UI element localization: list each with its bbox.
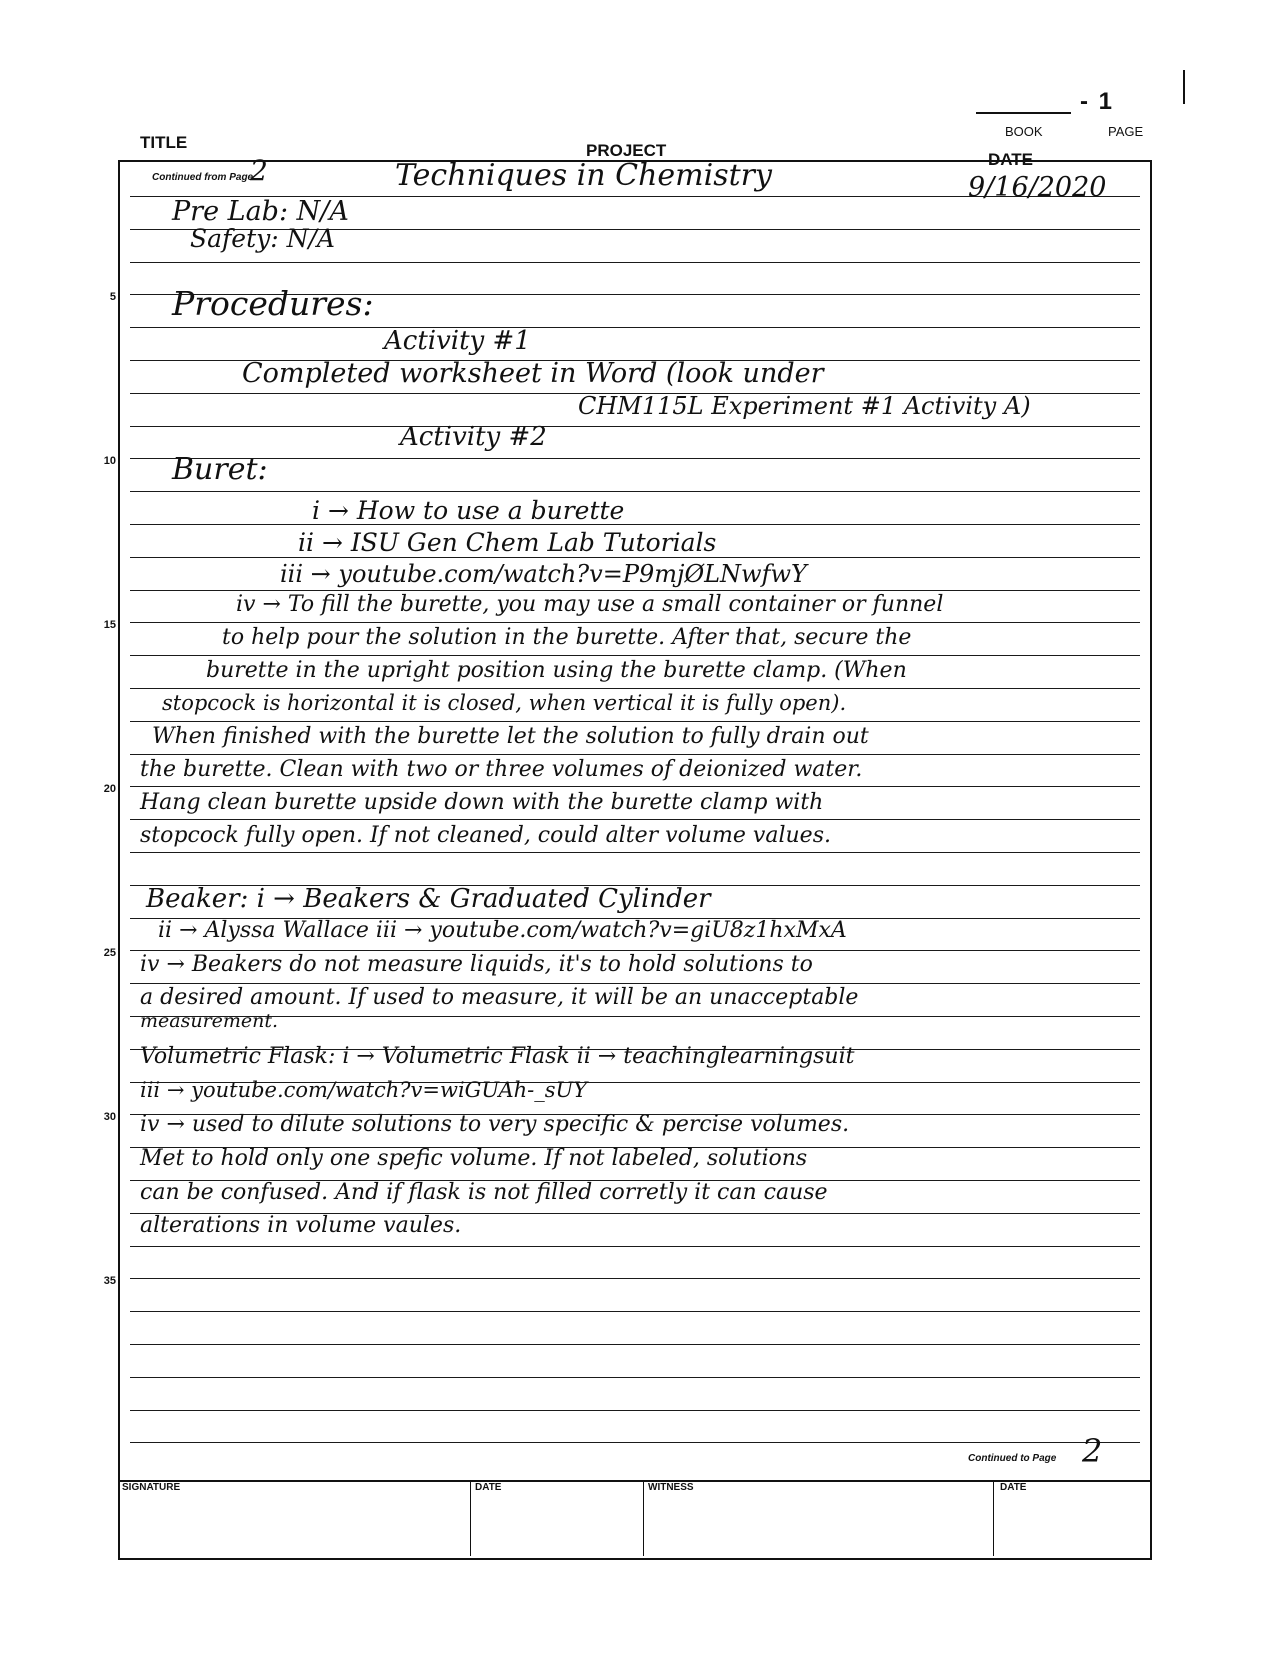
note-line: Buret:: [172, 452, 268, 487]
note-line: Met to hold only one spefic volume. If not labeled, solutions: [140, 1146, 808, 1171]
witness-date-label: DATE: [1000, 1482, 1027, 1493]
date-sign-label: DATE: [475, 1482, 502, 1493]
note-line: to help pour the solution in the burette. After that, secure the: [222, 625, 912, 650]
note-line: measurement.: [140, 1010, 279, 1032]
witness-divider: [643, 1480, 644, 1556]
note-line: iii → youtube.com/watch?v=P9mjØLNwfwY: [280, 560, 807, 588]
note-line: CHM115L Experiment #1 Activity A): [578, 392, 1031, 420]
note-line: ii → ISU Gen Chem Lab Tutorials: [298, 528, 717, 557]
ruled-line: [130, 622, 1140, 623]
ruled-line: [130, 491, 1140, 492]
note-line: Safety: N/A: [190, 224, 335, 253]
note-line: Activity #1: [384, 326, 531, 356]
line-number: 35: [103, 1275, 116, 1287]
note-line: a desired amount. If used to measure, it will be an unacceptable: [140, 985, 859, 1010]
ruled-line: [130, 1442, 1140, 1443]
note-line: Procedures:: [172, 284, 374, 323]
ruled-line: [130, 1246, 1140, 1247]
line-number: 30: [103, 1111, 116, 1123]
note-line: burette in the upright position using the burette clamp. (When: [206, 658, 907, 683]
ruled-line: [130, 1278, 1140, 1279]
note-line: i → How to use a burette: [312, 496, 625, 525]
signature-block-top: [118, 1480, 1150, 1482]
ruled-line: [130, 426, 1140, 427]
ruled-line: [130, 590, 1140, 591]
ruled-line: [130, 524, 1140, 525]
continued-from-label: Continued from Page: [152, 172, 254, 183]
ruled-line: [130, 819, 1140, 820]
witness-label: WITNESS: [648, 1482, 694, 1493]
ruled-line: [130, 655, 1140, 656]
note-line: iii → youtube.com/watch?v=wiGUAh-_sUY: [140, 1078, 588, 1102]
entry-date: 9/16/2020: [968, 172, 1107, 203]
page-number: - 1: [1080, 88, 1115, 115]
continued-to-value: 2: [1082, 1432, 1103, 1470]
ruled-line: [130, 1344, 1140, 1345]
witness-date-divider: [993, 1480, 994, 1556]
ruled-line: [130, 754, 1140, 755]
note-line: the burette. Clean with two or three volumes of deionized water.: [140, 757, 863, 782]
book-label: BOOK: [1005, 124, 1043, 139]
title-label: TITLE: [140, 133, 188, 152]
note-line: Pre Lab: N/A: [172, 196, 349, 227]
note-line: ii → Alyssa Wallace iii → youtube.com/watch?v=giU8z1hxMxA: [158, 918, 847, 943]
note-line: Completed worksheet in Word (look under: [242, 358, 824, 389]
note-line: iv → used to dilute solutions to very specific & percise volumes.: [140, 1112, 850, 1137]
note-line: iv → Beakers do not measure liquids, it's to hold solutions to: [140, 952, 813, 977]
entry-title: Techniques in Chemistry: [395, 158, 772, 193]
ruled-line: [130, 262, 1140, 263]
ruled-line: [130, 1377, 1140, 1378]
ruled-line: [130, 950, 1140, 951]
line-number: 5: [109, 291, 116, 303]
note-line: can be confused. And if flask is not filled corretly it can cause: [140, 1180, 828, 1205]
signature-label: SIGNATURE: [122, 1482, 181, 1493]
ruled-line: [130, 1410, 1140, 1411]
ruled-line: [130, 327, 1140, 328]
note-line: iv → To fill the burette, you may use a small container or funnel: [236, 592, 944, 617]
ruled-line: [130, 688, 1140, 689]
line-number: 20: [103, 783, 116, 795]
continued-from-value: 2: [250, 154, 268, 187]
date-label: DATE: [988, 150, 1034, 169]
note-line: Volumetric Flask: i → Volumetric Flask ii → teachinglearningsuit: [140, 1044, 855, 1069]
ruled-line: [130, 786, 1140, 787]
line-number: 25: [103, 947, 116, 959]
signature-divider: [470, 1480, 471, 1556]
line-number: 15: [103, 619, 116, 631]
ruled-line: [130, 1311, 1140, 1312]
note-line: When finished with the burette let the solution to fully drain out: [152, 724, 869, 749]
ruled-line: [130, 1016, 1140, 1017]
ruled-line: [130, 557, 1140, 558]
page-edge-mark: [1183, 70, 1185, 104]
note-line: Beaker: i → Beakers & Graduated Cylinder: [146, 884, 711, 914]
line-number: 10: [103, 455, 116, 467]
continued-to-label: Continued to Page: [968, 1453, 1057, 1464]
project-label: PROJECT: [586, 141, 667, 160]
note-line: Hang clean burette upside down with the burette clamp with: [140, 790, 824, 815]
ruled-line: [130, 458, 1140, 459]
book-number-line: [976, 112, 1071, 114]
ruled-line: [130, 721, 1140, 722]
note-line: stopcock fully open. If not cleaned, could alter volume values.: [140, 823, 831, 848]
note-line: alterations in volume vaules.: [140, 1213, 462, 1238]
note-line: stopcock is horizontal it is closed, when vertical it is fully open).: [162, 691, 847, 715]
ruled-line: [130, 852, 1140, 853]
page-label: PAGE: [1108, 124, 1144, 139]
ruled-line: [130, 983, 1140, 984]
note-line: Activity #2: [400, 422, 547, 452]
